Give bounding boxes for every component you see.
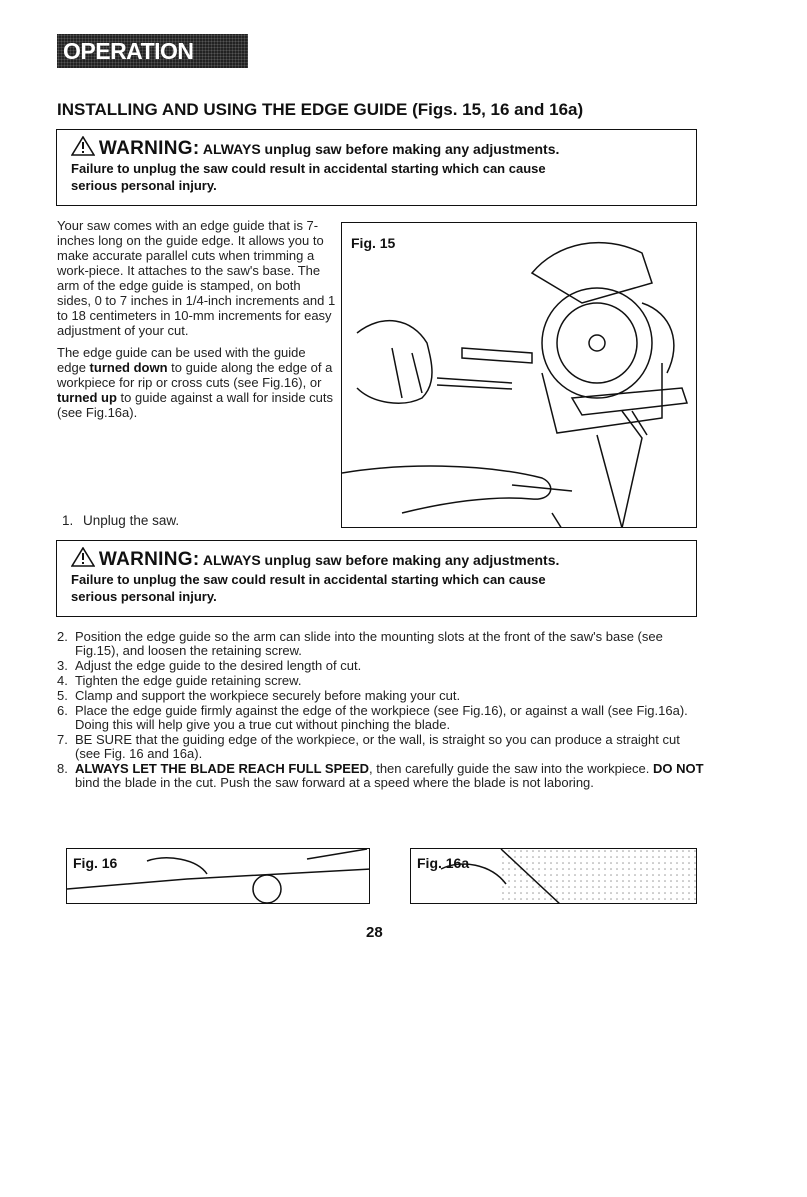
figure-15 [341,222,697,528]
warning-body-2: serious personal injury. [71,178,217,193]
step-1 [62,513,179,528]
section-title: INSTALLING AND USING THE EDGE GUIDE (Figs. 15, 16 and 16a) [57,100,584,119]
figure-15-label: Fig. 15 [351,235,396,251]
warning-body-1: Failure to unplug the saw could result in accidental starting which can cause [71,572,546,587]
figure-15-illustration [342,223,697,528]
list-item: 2. Position the edge guide so the arm can slide into the mounting slots at the front of the saw's base (see Fig.15), and loosen the retaining screw. [57,629,663,658]
warning-lead: ALWAYS unplug saw before making any adjustments. [202,141,560,157]
list-item: 8. ALWAYS LET THE BLADE REACH FULL SPEED, then carefully guide the saw into the workpiece. DO NOT bind the blade in the cut. Push the saw forward at a speed where the blade is not laboring. [57,761,704,790]
figure-16a-illustration [411,849,697,904]
figure-16a-label: Fig. 16a [417,855,470,871]
page-number: 28 [366,924,383,941]
warning-body-2: serious personal injury. [71,589,217,604]
warning-lead: ALWAYS unplug saw before making any adjustments. [202,552,560,568]
figure-16-illustration [67,849,370,904]
warning-box-1 [56,129,697,206]
intro-paragraph-1: Your saw comes with an edge guide that is 7-inches long on the guide edge. It allows you to make accurate parallel cuts when trimming a work-piece. It attaches to the saw's base. The arm of the edge guide is stamped, on both sides, 0 to 7 inches in 1/4-inch increments and 1 to 18 centimeters in 10-mm increments for easy adjustment of your cut. [57,218,336,338]
warning-label: WARNING: [98,549,200,570]
list-item: 3. Adjust the edge guide to the desired length of cut. [57,658,362,673]
warning-triangle-icon [71,136,95,159]
steps-list [57,630,707,791]
figure-16a [410,848,697,904]
figure-16-label: Fig. 16 [73,855,118,871]
list-item: 5. Clamp and support the workpiece securely before making your cut. [57,688,461,703]
section-banner: OPERATION cont. [57,34,248,68]
list-item: 7. BE SURE that the guiding edge of the workpiece, or the wall, is straight so you can produce a straight cut (see Fig. 16 and 16a). [57,732,680,761]
step-number: 1. [62,513,74,528]
warning-box-2 [56,540,697,617]
warning-triangle-icon [71,547,95,570]
list-item: 4. Tighten the edge guide retaining screw. [57,673,302,688]
intro-text [57,218,337,427]
figure-16 [66,848,370,904]
list-item: 6. Place the edge guide firmly against the edge of the workpiece (see Fig.16), or against a wall (see Fig.16a). Doing this will help give you a true cut without pinching the blade. [57,703,688,732]
warning-label: WARNING: [98,138,200,159]
intro-paragraph-2: The edge guide can be used with the guide edge turned down to guide along the edge of a workpiece for rip or cross cuts (see Fig.16), or turned up to guide against a wall for inside cuts (see Fig.16a). [57,345,334,420]
step-text: Unplug the saw. [83,513,180,528]
warning-body-1: Failure to unplug the saw could result in accidental starting which can cause [71,161,546,176]
